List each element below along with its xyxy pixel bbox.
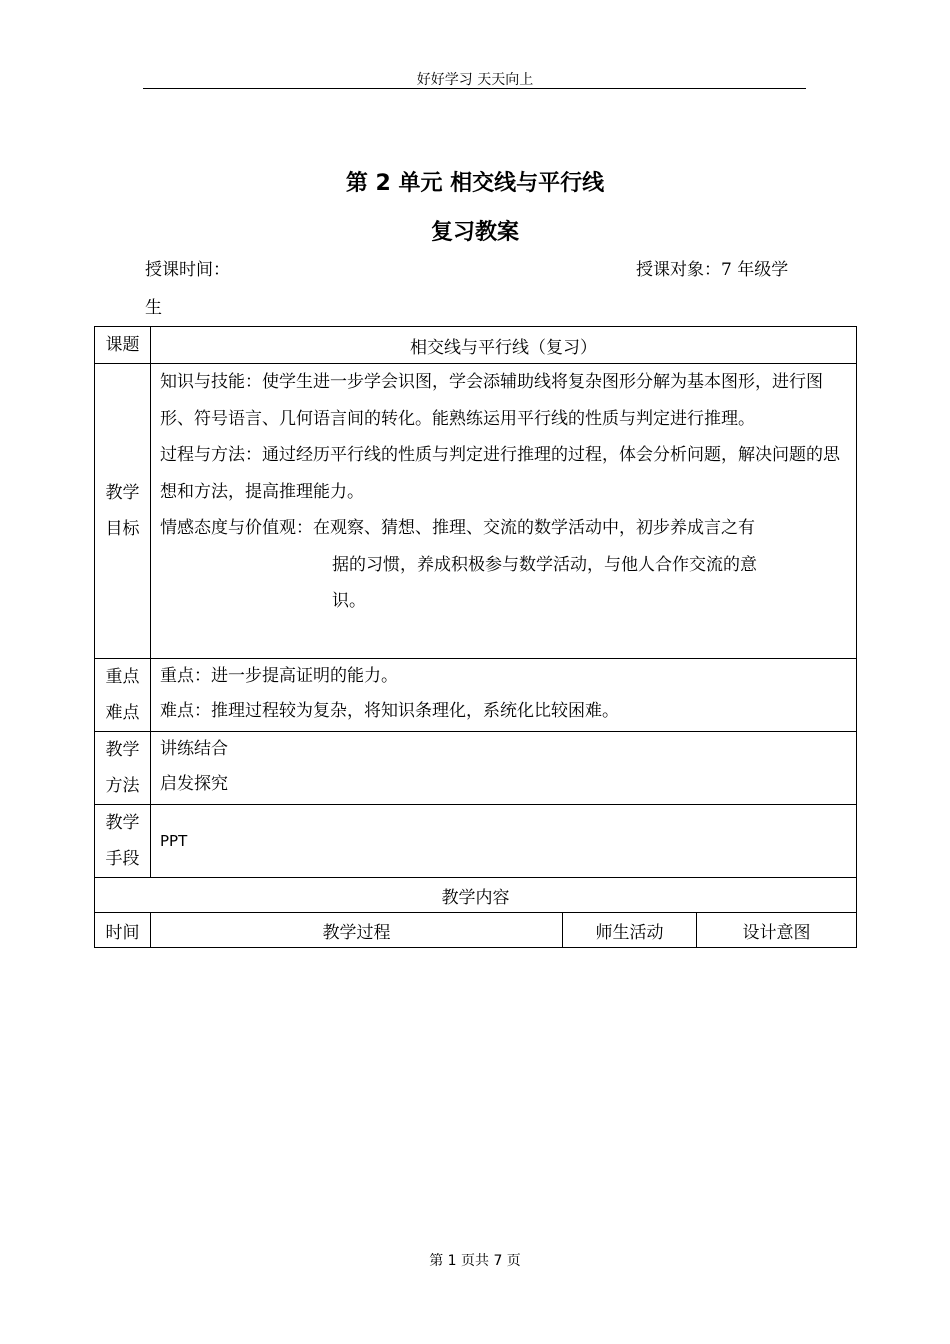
method-item-2: 启发探究 [160,774,228,794]
topic-row [95,327,857,364]
goal-emotion-line3: 识。 [332,591,366,611]
goal-emotion-line1: 情感态度与价值观：在观察、猜想、推理、交流的数学活动中，初步养成言之有 [160,518,755,538]
means-label [95,805,151,878]
difficult-point: 难点：推理过程较为复杂，将知识条理化，系统化比较困难。 [160,701,619,721]
col-time: 时间 [95,913,151,948]
column-header-row [95,913,857,948]
goals-label-line2: 目标 [105,519,140,539]
topic-value: 相交线与平行线（复习） [151,327,857,364]
key-label-line2: 难点 [105,703,140,723]
key-points-label [95,659,151,732]
goal-emotion-line2: 据的习惯，养成积极参与数学活动，与他人合作交流的意 [332,554,757,575]
key-points-row [95,659,857,732]
method-item-1: 讲练结合 [160,739,228,759]
page-footer: 第 1 页共 7 页 [429,1253,521,1269]
col-intent: 设计意图 [697,913,857,948]
key-point: 重点：进一步提高证明的能力。 [160,666,398,686]
method-label-line1: 教学 [105,740,140,760]
col-activity: 师生活动 [563,913,697,948]
goal-process: 过程与方法：通过经历平行线的性质与判定进行推理的过程，体会分析问题，解决问题的思想和方法，提高推理能力。 [160,445,840,502]
goals-label [95,364,151,659]
teaching-target-label: 授课对象：7 年级学 [636,260,789,280]
goals-row [95,364,857,659]
method-content [151,732,857,805]
content-header-row [95,878,857,913]
means-label-line1: 教学 [105,813,140,833]
goals-content [151,364,857,659]
method-row [95,732,857,805]
teaching-time-label: 授课时间： [145,260,230,280]
document-title: 第 2 单元 相交线与平行线 [345,171,605,196]
teaching-target-tail: 生 [145,298,162,318]
header-rule [143,88,806,89]
key-points-content [151,659,857,732]
means-row [95,805,857,878]
goal-knowledge: 知识与技能：使学生进一步学会识图，学会添辅助线将复杂图形分解为基本图形，进行图形、符号语言、几何语言间的转化。能熟练运用平行线的性质与判定进行推理。 [160,372,823,429]
goals-label-line1: 教学 [105,483,140,503]
lesson-plan-table [94,326,857,948]
means-label-line2: 手段 [105,849,140,869]
document-subtitle: 复习教案 [430,220,519,245]
means-value: PPT [151,805,857,878]
key-label-line1: 重点 [105,667,140,687]
topic-label: 课题 [95,327,151,364]
col-process: 教学过程 [151,913,563,948]
method-label-line2: 方法 [105,776,140,796]
page-header: 好好学习 天天向上 [416,72,534,88]
content-header: 教学内容 [95,878,857,913]
method-label [95,732,151,805]
